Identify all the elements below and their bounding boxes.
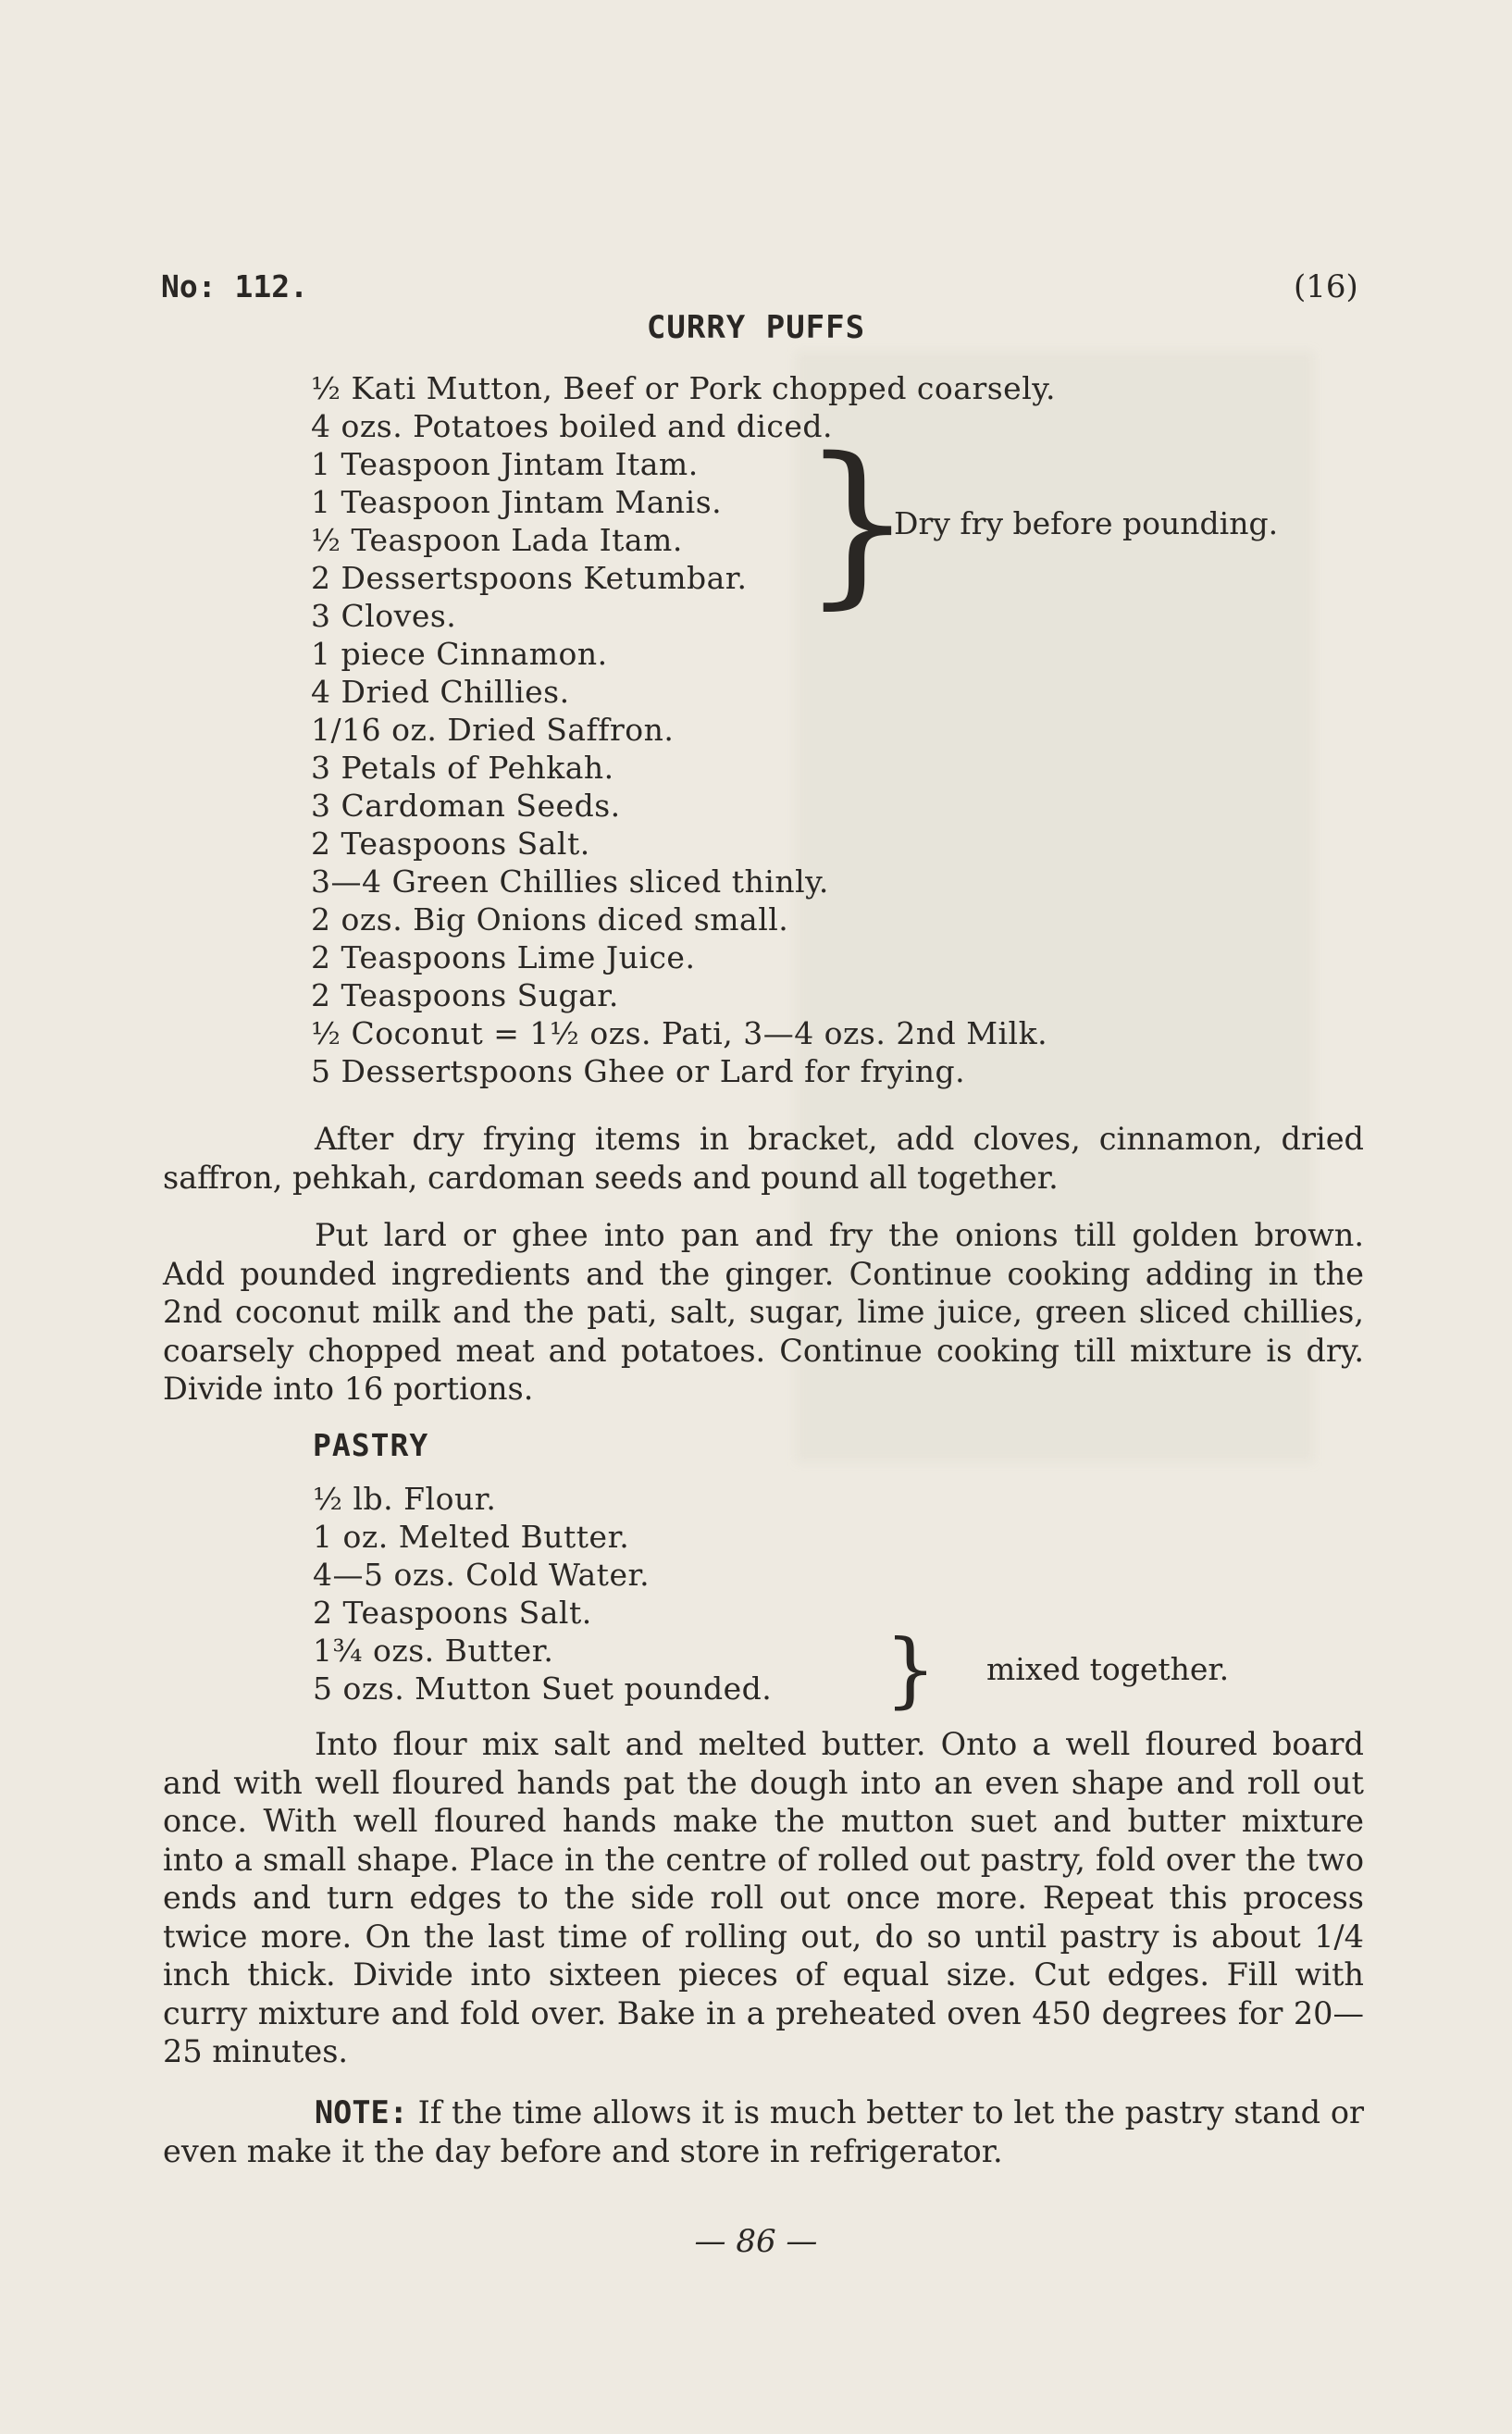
pastry-ingredient-item: 2 Teaspoons Salt. xyxy=(313,1595,592,1631)
recipe-page-ref: (16) xyxy=(1294,268,1358,305)
pastry-ingredient-item: 4—5 ozs. Cold Water. xyxy=(313,1557,651,1593)
pastry-bracket-brace: } xyxy=(885,1621,936,1717)
ingredient-item: ½ Teaspoon Lada Itam. xyxy=(311,522,683,558)
ingredient-item: 5 Dessertspoons Ghee or Lard for frying. xyxy=(311,1053,966,1089)
page-number: — 86 — xyxy=(694,2223,818,2260)
pastry-ingredient-item: ½ lb. Flour. xyxy=(313,1481,497,1517)
ingredient-item: 2 Teaspoons Sugar. xyxy=(311,977,619,1013)
ingredient-item: 1 Teaspoon Jintam Itam. xyxy=(311,446,699,482)
pastry-bracket-note: mixed together. xyxy=(986,1651,1230,1687)
note-paragraph: NOTE: If the time allows it is much better to let the pastry stand or even make it the day before and store in refrigerator. xyxy=(163,2094,1364,2169)
ingredient-item: 3 Cloves. xyxy=(311,598,457,634)
ingredient-item: 1 Teaspoon Jintam Manis. xyxy=(311,484,723,520)
bracket-note: Dry fry before pounding. xyxy=(894,505,1279,541)
recipe-number: No: 112. xyxy=(161,268,308,304)
ingredient-item: 1/16 oz. Dried Saffron. xyxy=(311,712,675,748)
pastry-ingredient-item: 1 oz. Melted Butter. xyxy=(313,1519,630,1555)
pastry-heading: PASTRY xyxy=(313,1427,429,1463)
ingredient-item: ½ Kati Mutton, Beef or Pork chopped coarsely. xyxy=(311,370,1057,406)
note-label: NOTE: xyxy=(315,2094,408,2130)
ingredient-item: 2 Teaspoons Salt. xyxy=(311,826,590,862)
ingredient-item: 2 ozs. Big Onions diced small. xyxy=(311,901,789,938)
ingredient-item: 3 Cardoman Seeds. xyxy=(311,788,621,824)
ingredient-item: 1 piece Cinnamon. xyxy=(311,636,608,672)
ingredient-item: 2 Dessertspoons Ketumbar. xyxy=(311,560,748,596)
ingredient-item: 4 ozs. Potatoes boiled and diced. xyxy=(311,408,834,444)
method-paragraph-2: Put lard or ghee into pan and fry the onions till golden brown. Add pounded ingredients and the ginger. Continue cooking adding in the 2nd coconut milk and the pati, salt, sugar, lime juice, green sliced chillies, coarsely chopped meat and potatoes. Continue cooking till mixture is dry. Divide into 16 portions. xyxy=(163,1217,1364,1407)
ingredient-item: 3—4 Green Chillies sliced thinly. xyxy=(311,863,829,900)
ingredient-item: 3 Petals of Pehkah. xyxy=(311,750,614,786)
bracket-brace: } xyxy=(801,420,913,625)
pastry-ingredient-item: 5 ozs. Mutton Suet pounded. xyxy=(313,1670,773,1707)
ingredient-item: 4 Dried Chillies. xyxy=(311,674,570,710)
ingredient-item: 2 Teaspoons Lime Juice. xyxy=(311,939,696,975)
pastry-ingredient-item: 1¾ ozs. Butter. xyxy=(313,1633,554,1669)
recipe-title: CURRY PUFFS xyxy=(646,309,866,346)
ingredient-item: ½ Coconut = 1½ ozs. Pati, 3—4 ozs. 2nd Milk. xyxy=(311,1015,1048,1051)
method-paragraph-1: After dry frying items in bracket, add cloves, cinnamon, dried saffron, pehkah, cardoman seeds and pound all together. xyxy=(163,1121,1364,1196)
pastry-method-paragraph: Into flour mix salt and melted butter. Onto a well floured board and with well floured hands pat the dough into an even shape and roll out once. With well floured hands make the mutton suet and butter mixture into a small shape. Place in the centre of rolled out pastry, fold over the two ends and turn edges to the side roll out once more. Repeat this process twice more. On the last time of rolling out, do so until pastry is about 1/4 inch thick. Divide into sixteen pieces of equal size. Cut edges. Fill with curry mixture and fold over. Bake in a preheated oven 450 degrees for 20—25 minutes. xyxy=(163,1726,1364,2069)
